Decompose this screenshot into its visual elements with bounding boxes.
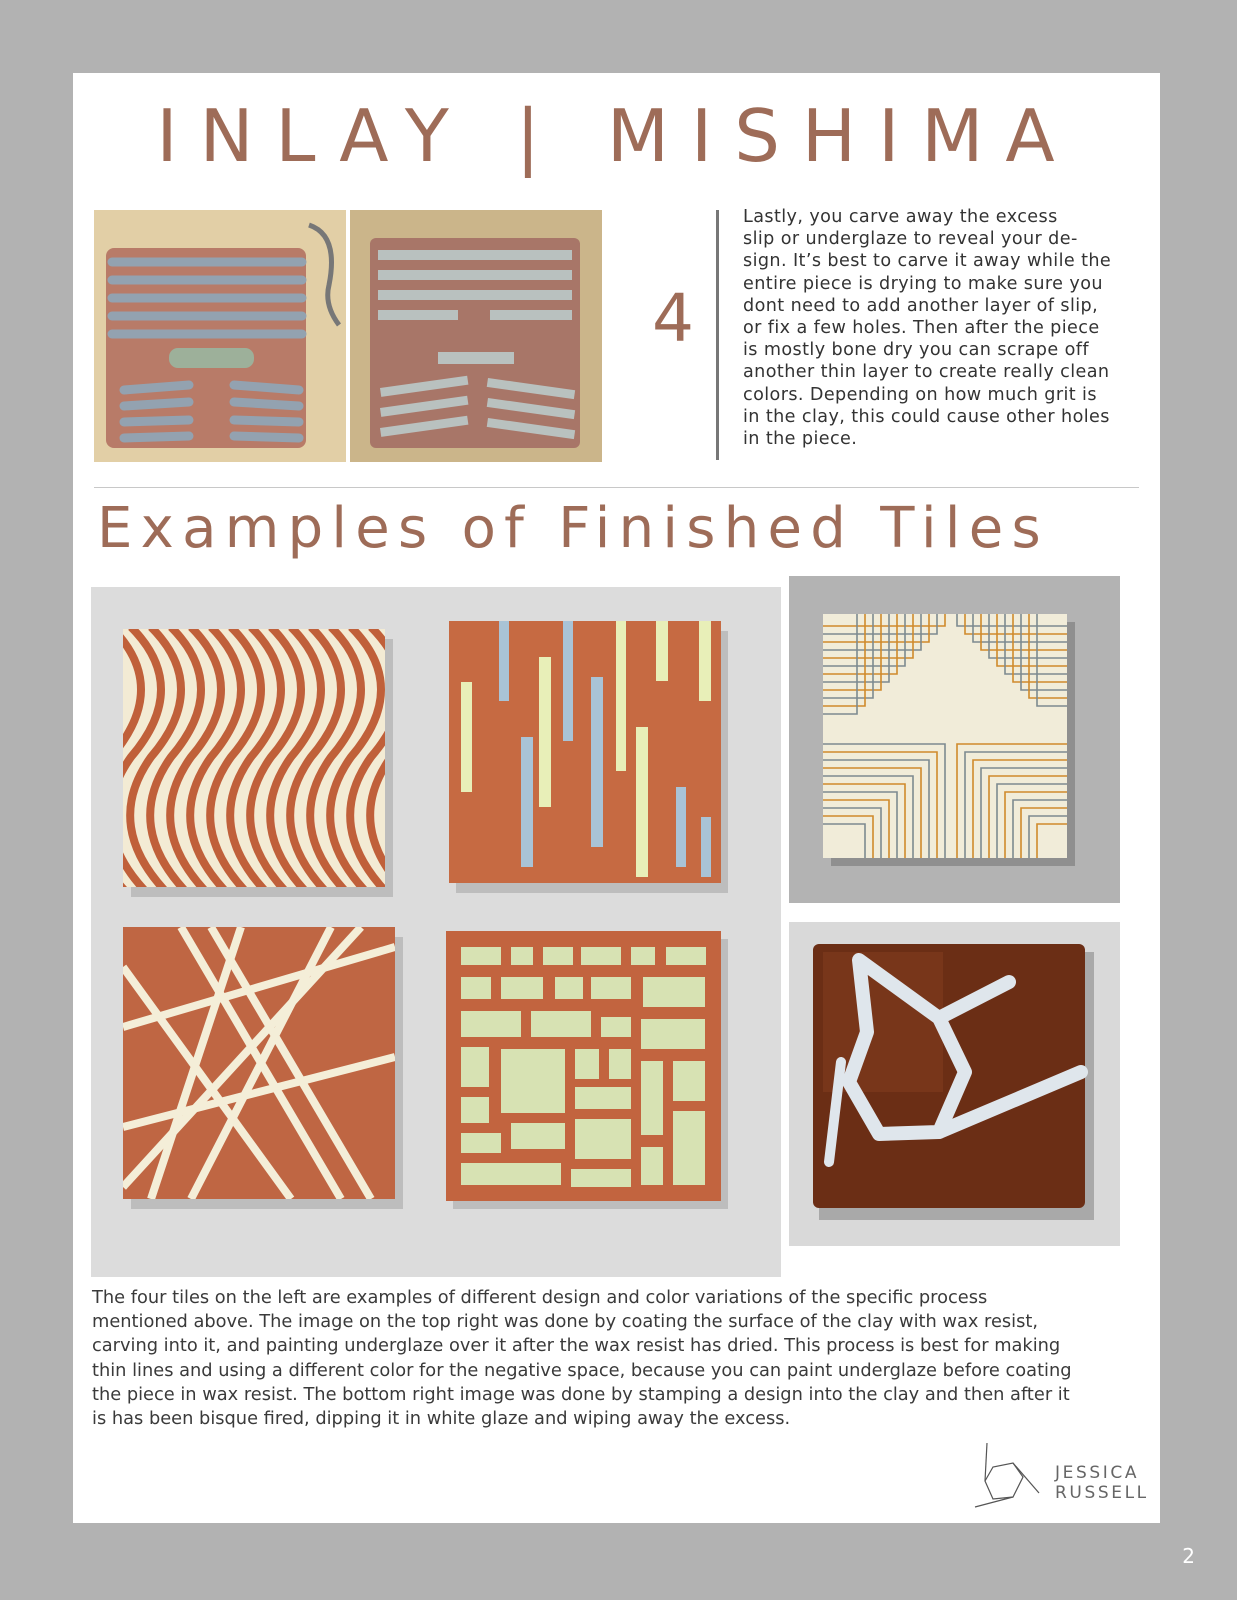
step-text-line: is mostly bone dry you can scrape off <box>743 340 1089 361</box>
page-number: 2 <box>1182 1544 1195 1568</box>
page-title: INLAY | MISHIMA <box>156 94 1077 178</box>
caption-line: mentioned above. The image on the top right was done by coating the surface of the clay with wax resist, <box>92 1311 1038 1333</box>
caption-line: the piece in wax resist. The bottom right image was done by stamping a design into the clay and then after it <box>92 1383 1070 1405</box>
hexagon-logo-icon <box>973 1441 1053 1511</box>
author-logo <box>973 1441 1158 1511</box>
step-photo-slip-applied <box>94 210 346 462</box>
step-text-line: in the piece. <box>743 429 858 450</box>
caption-line: The four tiles on the left are examples of different design and color variations of the specific process <box>92 1287 988 1308</box>
stamped-tile-photo <box>789 922 1120 1246</box>
step-text-line: in the clay, this could cause other holes <box>743 406 1110 427</box>
section-title: Examples of Finished Tiles <box>97 496 1049 561</box>
caption-line: thin lines and using a different color for the negative space, because you can paint underglaze before coating <box>92 1359 1072 1381</box>
step-text-line: entire piece is drying to make sure you <box>743 273 1103 294</box>
step-text-line: or fix a few holes. Then after the piece <box>743 318 1100 339</box>
document-page <box>73 73 1160 1523</box>
step-text-line: another thin layer to create really clean <box>743 362 1110 383</box>
step-text-line: slip or underglaze to reveal your de- <box>743 229 1078 250</box>
step-description <box>743 206 1148 450</box>
step-text-line: colors. Depending on how much grit is <box>743 384 1097 405</box>
step-number: 4 <box>652 280 694 357</box>
step-text-line: dont need to add another layer of slip, <box>743 295 1099 316</box>
logo-first-name: JESSICA <box>1055 1463 1140 1483</box>
four-tiles-photo <box>91 587 781 1277</box>
step-text-line: Lastly, you carve away the excess <box>743 207 1058 227</box>
vertical-divider <box>716 210 719 460</box>
tiles-caption <box>92 1286 1152 1431</box>
wax-resist-tile-photo <box>789 576 1120 903</box>
step-photo-carved <box>350 210 602 462</box>
caption-line: is has been bisque fired, dipping it in white glaze and wiping away the excess. <box>92 1408 791 1430</box>
horizontal-divider <box>94 487 1139 488</box>
logo-last-name: RUSSELL <box>1055 1483 1149 1503</box>
step-text-line: sign. It’s best to carve it away while the <box>743 251 1112 272</box>
caption-line: carving into it, and painting underglaze over it after the wax resist has dried. This process is best for making <box>92 1335 1061 1357</box>
